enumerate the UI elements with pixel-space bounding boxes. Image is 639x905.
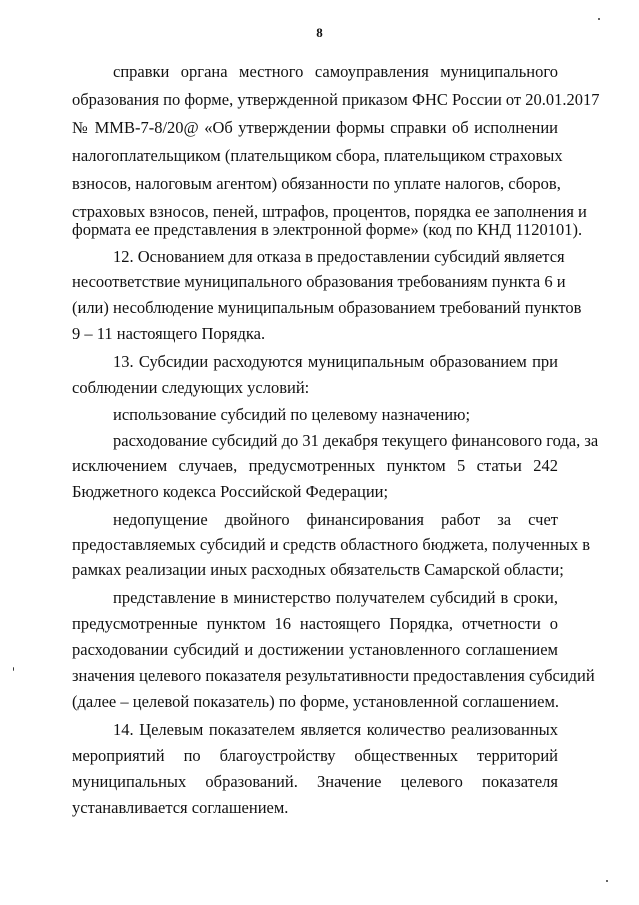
text-line: устанавливается соглашением.: [72, 798, 289, 817]
text-line: № ММВ-7-8/20@ «Об утверждении формы справки об исполнении: [72, 118, 558, 137]
text-line: страховых взносов, пеней, штрафов, процентов, порядка ее заполнения и: [72, 202, 587, 221]
text-line: муниципальных образований. Значение целевого показателя: [72, 772, 558, 791]
text-line: справки органа местного самоуправления муниципального: [113, 62, 558, 81]
text-line: взносов, налоговым агентом) обязанности по уплате налогов, сборов,: [72, 174, 561, 193]
text-line: представление в министерство получателем субсидий в сроки,: [113, 588, 558, 607]
text-line: расходовании субсидий и достижении установленного соглашением: [72, 640, 558, 659]
text-line: 13. Субсидии расходуются муниципальным образованием при: [113, 352, 558, 371]
text-line: рамках реализации иных расходных обязательств Самарской области;: [72, 560, 564, 579]
page-number: 8: [316, 25, 323, 40]
scan-speck: [606, 880, 608, 882]
text-line: несоответствие муниципального образования требованиям пункта 6 и: [72, 272, 566, 291]
text-line: мероприятий по благоустройству общественных территорий: [72, 746, 558, 765]
text-line: (или) несоблюдение муниципальным образованием требований пунктов: [72, 298, 582, 317]
scan-speck: [598, 18, 600, 20]
text-line: значения целевого показателя результативности предоставления субсидий: [72, 666, 595, 685]
text-line: предусмотренные пунктом 16 настоящего Порядка, отчетности о: [72, 614, 558, 633]
text-line: недопущение двойного финансирования работ за счет: [113, 510, 558, 529]
text-line: расходование субсидий до 31 декабря текущего финансового года, за: [113, 431, 599, 450]
text-line: соблюдении следующих условий:: [72, 378, 310, 397]
text-line: (далее – целевой показатель) по форме, установленной соглашением.: [72, 692, 560, 711]
text-line: образования по форме, утвержденной приказом ФНС России от 20.01.2017: [72, 90, 600, 109]
text-line: формата ее представления в электронной форме» (код по КНД 1120101).: [72, 220, 583, 239]
scan-speck: [13, 667, 14, 671]
text-line: 14. Целевым показателем является количество реализованных: [113, 720, 558, 739]
text-line: Бюджетного кодекса Российской Федерации;: [72, 482, 389, 501]
text-line: налогоплательщиком (плательщиком сбора, плательщиком страховых: [72, 146, 563, 165]
text-line: исключением случаев, предусмотренных пунктом 5 статьи 242: [72, 456, 558, 475]
text-line: использование субсидий по целевому назначению;: [113, 405, 471, 424]
text-line: предоставляемых субсидий и средств областного бюджета, полученных в: [72, 535, 591, 554]
text-line: 12. Основанием для отказа в предоставлении субсидий является: [113, 247, 565, 266]
text-line: 9 – 11 настоящего Порядка.: [72, 324, 266, 343]
